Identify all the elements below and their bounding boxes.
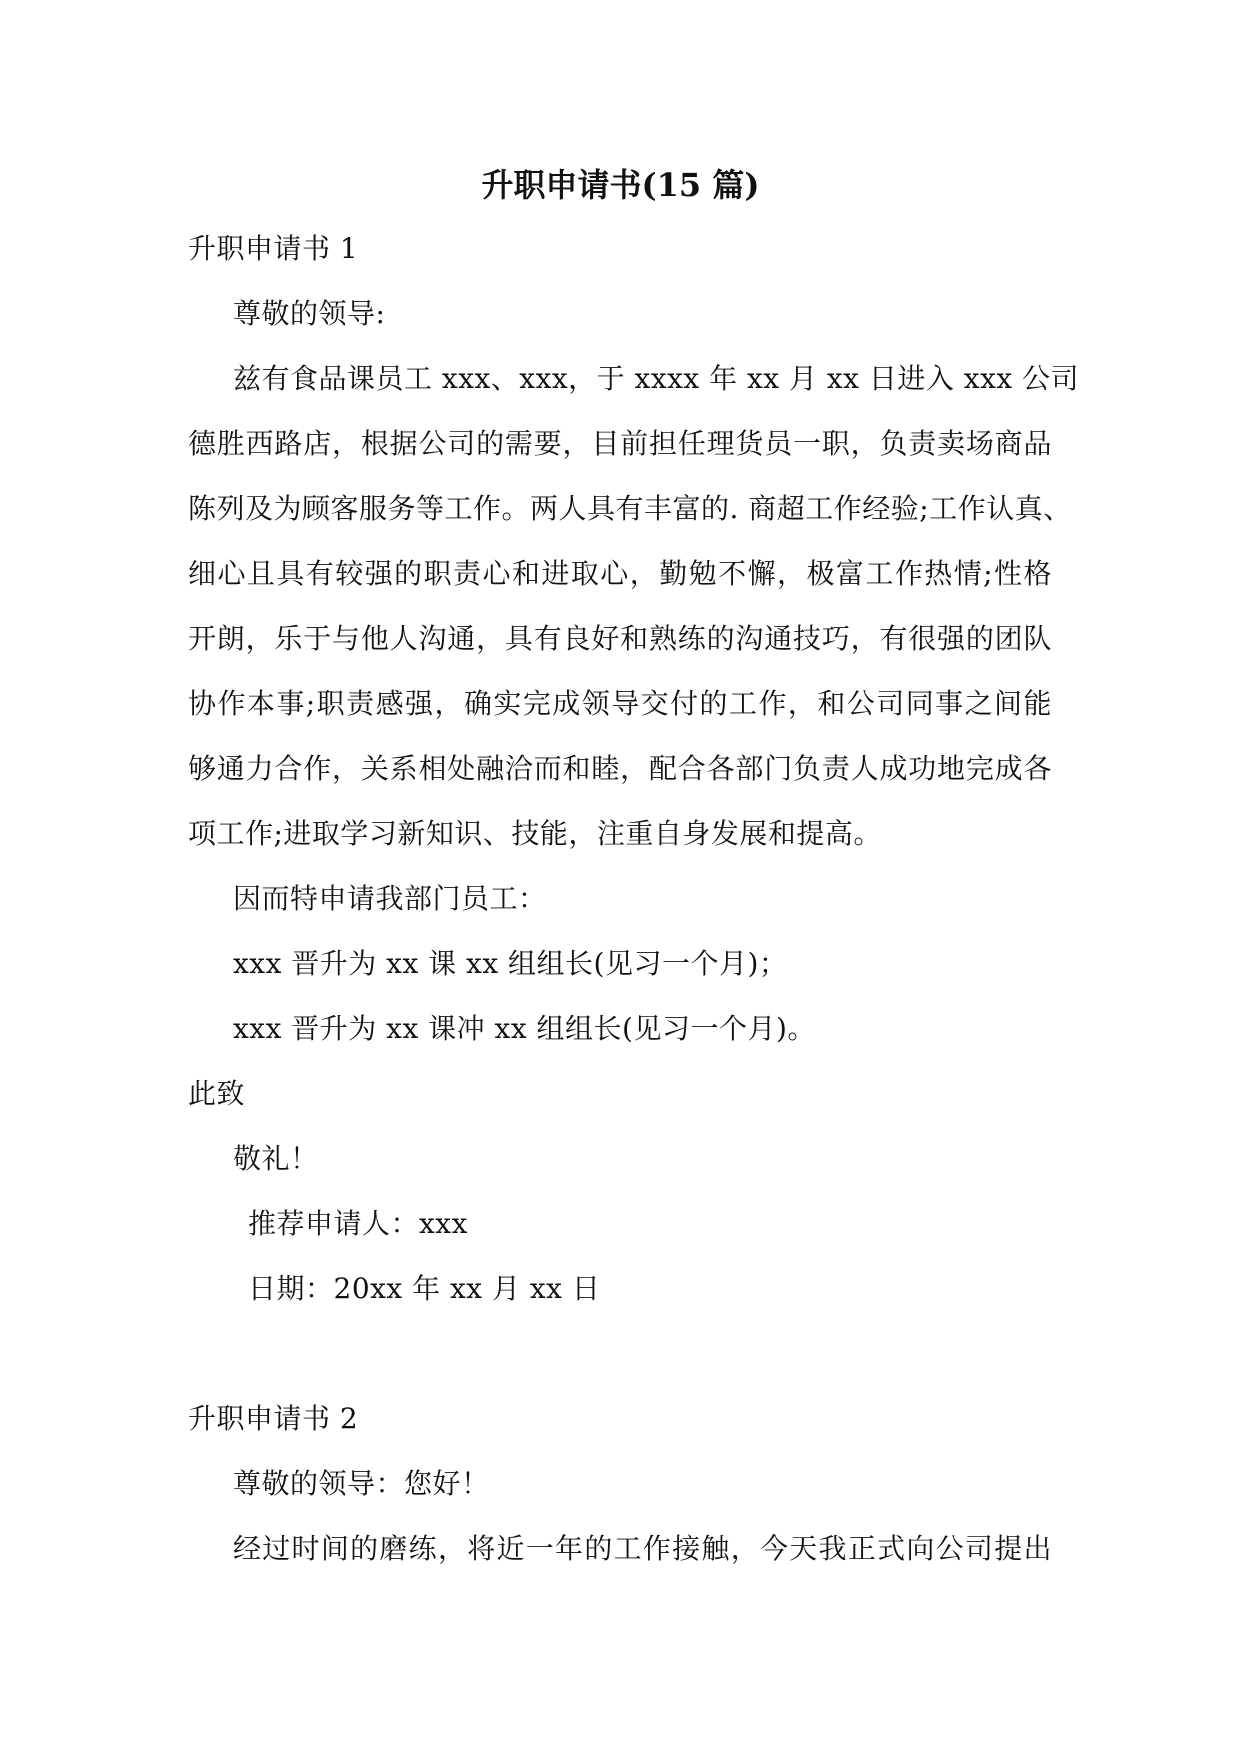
letter-heading: 升职申请书 1 (188, 232, 359, 265)
body-line: 细心且具有较强的职责心和进取心，勤勉不懈，极富工作热情;性格 (188, 557, 1052, 590)
spacer (188, 1321, 1068, 1386)
request-intro: 因而特申请我部门员工： (233, 882, 547, 915)
recommender: 推荐申请人：xxx (248, 1207, 468, 1240)
document-title: 升职申请书(15 篇) (481, 166, 760, 204)
salutation: 尊敬的领导：您好！ (233, 1467, 490, 1500)
body-line: 陈列及为顾客服务等工作。两人具有丰富的. 商超工作经验;工作认真、 (188, 492, 1072, 525)
body-line: 开朗，乐于与他人沟通，具有良好和熟练的沟通技巧，有很强的团队 (188, 622, 1052, 655)
date: 日期：20xx 年 xx 月 xx 日 (248, 1272, 601, 1305)
body-line: 协作本事;职责感强，确实完成领导交付的工作，和公司同事之间能 (188, 687, 1052, 720)
request-line: xxx 晋升为 xx 课冲 xx 组组长(见习一个月)。 (233, 1012, 816, 1045)
salutation: 尊敬的领导: (233, 297, 386, 330)
body-line: 德胜西路店，根据公司的需要，目前担任理货员一职，负责卖场商品 (188, 427, 1052, 460)
regards: 敬礼！ (233, 1142, 319, 1175)
body-line: 兹有食品课员工 xxx、xxx，于 xxxx 年 xx 月 xx 日进入 xxx 公司 (233, 362, 1080, 395)
letter-heading: 升职申请书 2 (188, 1402, 359, 1435)
body-line: 项工作;进取学习新知识、技能，注重自身发展和提高。 (188, 817, 882, 850)
body-line: 经过时间的磨练，将近一年的工作接触，今天我正式向公司提出 (233, 1532, 1052, 1565)
document-body (188, 216, 1080, 1581)
request-line: xxx 晋升为 xx 课 xx 组组长(见习一个月)； (233, 947, 788, 980)
body-line: 够通力合作，关系相处融洽而和睦，配合各部门负责人成功地完成各 (188, 752, 1052, 785)
closing: 此致 (188, 1077, 246, 1110)
